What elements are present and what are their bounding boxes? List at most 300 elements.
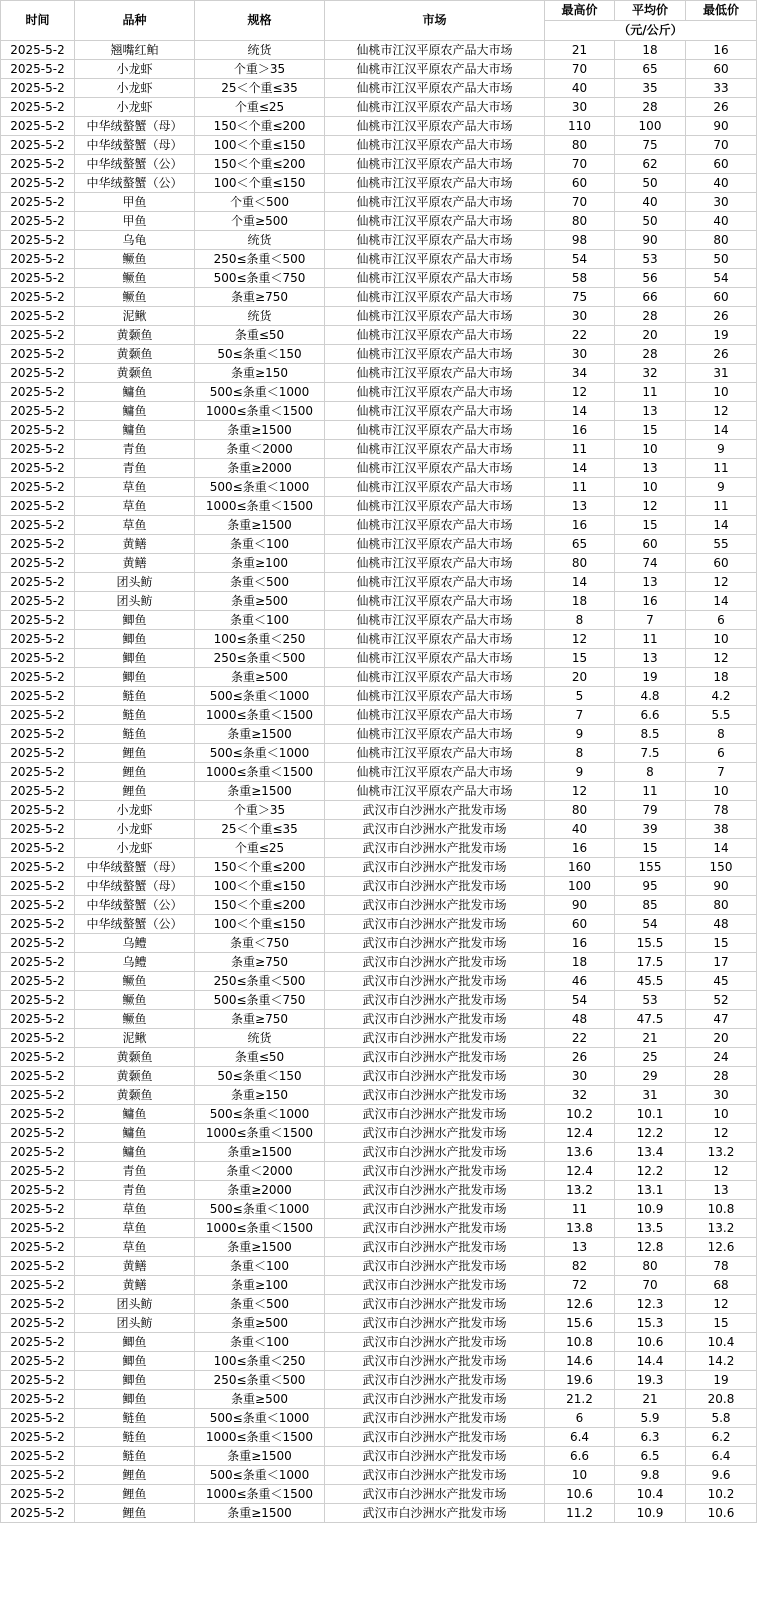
date-cell: 2025-5-2: [1, 307, 75, 326]
spec-cell: 条重＜100: [195, 535, 325, 554]
variety-cell: 鲢鱼: [75, 1447, 195, 1466]
table-row: [1, 820, 757, 839]
min-price-cell: 12: [686, 1295, 757, 1314]
max-price-cell: 40: [545, 79, 615, 98]
min-price-cell: 9.6: [686, 1466, 757, 1485]
min-price-cell: 6.4: [686, 1447, 757, 1466]
max-price-cell: 54: [545, 991, 615, 1010]
table-row: [1, 877, 757, 896]
spec-cell: 1000≤条重＜1500: [195, 763, 325, 782]
max-price-cell: 11.2: [545, 1504, 615, 1523]
avg-price-cell: 10.6: [615, 1333, 686, 1352]
variety-cell: 鲤鱼: [75, 1485, 195, 1504]
max-price-cell: 20: [545, 668, 615, 687]
variety-cell: 黄鳝: [75, 1276, 195, 1295]
variety-cell: 鲢鱼: [75, 687, 195, 706]
table-row: [1, 668, 757, 687]
variety-cell: 黄鳝: [75, 1257, 195, 1276]
date-cell: 2025-5-2: [1, 1029, 75, 1048]
max-price-cell: 11: [545, 440, 615, 459]
date-cell: 2025-5-2: [1, 668, 75, 687]
table-row: [1, 1466, 757, 1485]
max-price-cell: 100: [545, 877, 615, 896]
max-price-cell: 14: [545, 402, 615, 421]
avg-price-cell: 80: [615, 1257, 686, 1276]
avg-price-cell: 7: [615, 611, 686, 630]
date-cell: 2025-5-2: [1, 1352, 75, 1371]
market-cell: 仙桃市江汉平原农产品大市场: [325, 288, 545, 307]
date-cell: 2025-5-2: [1, 155, 75, 174]
spec-cell: 统货: [195, 307, 325, 326]
max-price-cell: 13.6: [545, 1143, 615, 1162]
min-price-cell: 4.2: [686, 687, 757, 706]
table-row: [1, 1219, 757, 1238]
variety-cell: 鲫鱼: [75, 1352, 195, 1371]
market-cell: 仙桃市江汉平原农产品大市场: [325, 649, 545, 668]
date-cell: 2025-5-2: [1, 497, 75, 516]
min-price-cell: 78: [686, 801, 757, 820]
max-price-cell: 75: [545, 288, 615, 307]
spec-cell: 条重≥100: [195, 1276, 325, 1295]
market-cell: 武汉市白沙洲水产批发市场: [325, 1048, 545, 1067]
table-row: [1, 725, 757, 744]
date-cell: 2025-5-2: [1, 1181, 75, 1200]
spec-cell: 条重≥500: [195, 592, 325, 611]
market-cell: 武汉市白沙洲水产批发市场: [325, 1181, 545, 1200]
max-price-cell: 60: [545, 174, 615, 193]
spec-cell: 100＜个重≤150: [195, 174, 325, 193]
table-row: [1, 383, 757, 402]
spec-cell: 500≤条重＜1000: [195, 1409, 325, 1428]
min-price-cell: 26: [686, 345, 757, 364]
max-price-cell: 12: [545, 383, 615, 402]
avg-price-cell: 12: [615, 497, 686, 516]
spec-cell: 500≤条重＜1000: [195, 1466, 325, 1485]
table-row: [1, 782, 757, 801]
date-cell: 2025-5-2: [1, 1409, 75, 1428]
table-row: [1, 1181, 757, 1200]
date-cell: 2025-5-2: [1, 440, 75, 459]
max-price-cell: 16: [545, 839, 615, 858]
variety-cell: 鲫鱼: [75, 1333, 195, 1352]
spec-cell: 条重≤50: [195, 326, 325, 345]
table-row: [1, 41, 757, 60]
table-row: [1, 98, 757, 117]
market-cell: 武汉市白沙洲水产批发市场: [325, 1371, 545, 1390]
avg-price-cell: 90: [615, 231, 686, 250]
date-cell: 2025-5-2: [1, 1314, 75, 1333]
avg-price-cell: 17.5: [615, 953, 686, 972]
max-price-cell: 16: [545, 934, 615, 953]
avg-price-cell: 79: [615, 801, 686, 820]
variety-cell: 鲤鱼: [75, 1504, 195, 1523]
variety-cell: 草鱼: [75, 516, 195, 535]
avg-price-cell: 12.2: [615, 1124, 686, 1143]
market-cell: 仙桃市江汉平原农产品大市场: [325, 725, 545, 744]
date-cell: 2025-5-2: [1, 231, 75, 250]
market-cell: 仙桃市江汉平原农产品大市场: [325, 573, 545, 592]
max-price-cell: 12.4: [545, 1124, 615, 1143]
variety-cell: 青鱼: [75, 1162, 195, 1181]
spec-cell: 统货: [195, 41, 325, 60]
date-cell: 2025-5-2: [1, 706, 75, 725]
spec-cell: 150＜个重≤200: [195, 858, 325, 877]
avg-price-cell: 15.3: [615, 1314, 686, 1333]
table-row: [1, 1485, 757, 1504]
variety-cell: 团头鲂: [75, 592, 195, 611]
max-price-cell: 13.8: [545, 1219, 615, 1238]
max-price-cell: 14: [545, 573, 615, 592]
min-price-cell: 5.5: [686, 706, 757, 725]
date-cell: 2025-5-2: [1, 516, 75, 535]
market-cell: 武汉市白沙洲水产批发市场: [325, 1257, 545, 1276]
min-price-cell: 6: [686, 744, 757, 763]
avg-price-cell: 4.8: [615, 687, 686, 706]
max-price-cell: 22: [545, 1029, 615, 1048]
variety-cell: 鲤鱼: [75, 744, 195, 763]
market-cell: 仙桃市江汉平原农产品大市场: [325, 174, 545, 193]
market-cell: 仙桃市江汉平原农产品大市场: [325, 383, 545, 402]
spec-cell: 统货: [195, 1029, 325, 1048]
max-price-cell: 16: [545, 516, 615, 535]
market-cell: 武汉市白沙洲水产批发市场: [325, 1276, 545, 1295]
market-cell: 仙桃市江汉平原农产品大市场: [325, 345, 545, 364]
max-price-cell: 14.6: [545, 1352, 615, 1371]
spec-cell: 条重≥1500: [195, 516, 325, 535]
date-cell: 2025-5-2: [1, 60, 75, 79]
header-variety: 品种: [75, 1, 195, 41]
min-price-cell: 60: [686, 554, 757, 573]
variety-cell: 鲤鱼: [75, 782, 195, 801]
variety-cell: 鲤鱼: [75, 763, 195, 782]
avg-price-cell: 11: [615, 383, 686, 402]
variety-cell: 黄颡鱼: [75, 326, 195, 345]
market-cell: 武汉市白沙洲水产批发市场: [325, 915, 545, 934]
date-cell: 2025-5-2: [1, 1143, 75, 1162]
table-row: [1, 972, 757, 991]
max-price-cell: 10: [545, 1466, 615, 1485]
market-cell: 武汉市白沙洲水产批发市场: [325, 1086, 545, 1105]
spec-cell: 条重＜750: [195, 934, 325, 953]
avg-price-cell: 62: [615, 155, 686, 174]
table-row: [1, 991, 757, 1010]
avg-price-cell: 53: [615, 250, 686, 269]
max-price-cell: 110: [545, 117, 615, 136]
table-row: [1, 459, 757, 478]
avg-price-cell: 19.3: [615, 1371, 686, 1390]
max-price-cell: 13: [545, 1238, 615, 1257]
variety-cell: 鲢鱼: [75, 706, 195, 725]
market-cell: 武汉市白沙洲水产批发市场: [325, 1029, 545, 1048]
spec-cell: 条重≥1500: [195, 725, 325, 744]
spec-cell: 条重≥500: [195, 668, 325, 687]
variety-cell: 鲫鱼: [75, 649, 195, 668]
date-cell: 2025-5-2: [1, 117, 75, 136]
market-cell: 仙桃市江汉平原农产品大市场: [325, 459, 545, 478]
avg-price-cell: 35: [615, 79, 686, 98]
min-price-cell: 8: [686, 725, 757, 744]
variety-cell: 鳙鱼: [75, 1143, 195, 1162]
max-price-cell: 10.2: [545, 1105, 615, 1124]
table-row: [1, 687, 757, 706]
avg-price-cell: 39: [615, 820, 686, 839]
market-cell: 仙桃市江汉平原农产品大市场: [325, 79, 545, 98]
market-cell: 武汉市白沙洲水产批发市场: [325, 1333, 545, 1352]
table-row: [1, 1029, 757, 1048]
min-price-cell: 12: [686, 402, 757, 421]
market-cell: 仙桃市江汉平原农产品大市场: [325, 668, 545, 687]
market-cell: 武汉市白沙洲水产批发市场: [325, 991, 545, 1010]
max-price-cell: 7: [545, 706, 615, 725]
max-price-cell: 30: [545, 1067, 615, 1086]
variety-cell: 小龙虾: [75, 79, 195, 98]
avg-price-cell: 50: [615, 174, 686, 193]
min-price-cell: 10.6: [686, 1504, 757, 1523]
market-cell: 仙桃市江汉平原农产品大市场: [325, 440, 545, 459]
date-cell: 2025-5-2: [1, 953, 75, 972]
spec-cell: 条重≤50: [195, 1048, 325, 1067]
market-cell: 仙桃市江汉平原农产品大市场: [325, 231, 545, 250]
variety-cell: 中华绒螯蟹（母）: [75, 877, 195, 896]
min-price-cell: 54: [686, 269, 757, 288]
table-row: [1, 573, 757, 592]
min-price-cell: 19: [686, 1371, 757, 1390]
spec-cell: 条重＜100: [195, 611, 325, 630]
market-cell: 武汉市白沙洲水产批发市场: [325, 1295, 545, 1314]
min-price-cell: 60: [686, 288, 757, 307]
table-row: [1, 1257, 757, 1276]
date-cell: 2025-5-2: [1, 250, 75, 269]
avg-price-cell: 28: [615, 345, 686, 364]
avg-price-cell: 5.9: [615, 1409, 686, 1428]
avg-price-cell: 12.3: [615, 1295, 686, 1314]
market-cell: 武汉市白沙洲水产批发市场: [325, 1200, 545, 1219]
table-row: [1, 1314, 757, 1333]
table-row: [1, 1124, 757, 1143]
min-price-cell: 12.6: [686, 1238, 757, 1257]
max-price-cell: 30: [545, 345, 615, 364]
table-row: [1, 269, 757, 288]
min-price-cell: 5.8: [686, 1409, 757, 1428]
variety-cell: 鳙鱼: [75, 1124, 195, 1143]
market-cell: 仙桃市江汉平原农产品大市场: [325, 155, 545, 174]
spec-cell: 250≤条重＜500: [195, 1371, 325, 1390]
market-cell: 仙桃市江汉平原农产品大市场: [325, 41, 545, 60]
table-row: [1, 231, 757, 250]
date-cell: 2025-5-2: [1, 1010, 75, 1029]
max-price-cell: 60: [545, 915, 615, 934]
max-price-cell: 12: [545, 630, 615, 649]
min-price-cell: 14: [686, 839, 757, 858]
date-cell: 2025-5-2: [1, 345, 75, 364]
table-row: [1, 1504, 757, 1523]
max-price-cell: 21.2: [545, 1390, 615, 1409]
spec-cell: 1000≤条重＜1500: [195, 497, 325, 516]
variety-cell: 乌龟: [75, 231, 195, 250]
spec-cell: 50≤条重＜150: [195, 1067, 325, 1086]
table-body: [1, 41, 757, 1523]
avg-price-cell: 45.5: [615, 972, 686, 991]
avg-price-cell: 15: [615, 839, 686, 858]
market-cell: 武汉市白沙洲水产批发市场: [325, 1143, 545, 1162]
table-row: [1, 1086, 757, 1105]
avg-price-cell: 21: [615, 1029, 686, 1048]
min-price-cell: 48: [686, 915, 757, 934]
spec-cell: 条重＜500: [195, 1295, 325, 1314]
market-cell: 仙桃市江汉平原农产品大市场: [325, 763, 545, 782]
max-price-cell: 11: [545, 478, 615, 497]
min-price-cell: 10: [686, 383, 757, 402]
max-price-cell: 40: [545, 820, 615, 839]
market-cell: 武汉市白沙洲水产批发市场: [325, 858, 545, 877]
date-cell: 2025-5-2: [1, 1485, 75, 1504]
header-max-price: 最高价: [545, 1, 615, 21]
market-cell: 仙桃市江汉平原农产品大市场: [325, 364, 545, 383]
variety-cell: 黄鳝: [75, 535, 195, 554]
spec-cell: 500≤条重＜1000: [195, 744, 325, 763]
market-cell: 仙桃市江汉平原农产品大市场: [325, 554, 545, 573]
table-row: [1, 535, 757, 554]
max-price-cell: 6: [545, 1409, 615, 1428]
market-cell: 武汉市白沙洲水产批发市场: [325, 1124, 545, 1143]
spec-cell: 100＜个重≤150: [195, 915, 325, 934]
variety-cell: 乌鳢: [75, 934, 195, 953]
spec-cell: 条重＜100: [195, 1257, 325, 1276]
variety-cell: 乌鳢: [75, 953, 195, 972]
table-row: [1, 1333, 757, 1352]
market-cell: 仙桃市江汉平原农产品大市场: [325, 516, 545, 535]
avg-price-cell: 6.5: [615, 1447, 686, 1466]
date-cell: 2025-5-2: [1, 592, 75, 611]
table-row: [1, 174, 757, 193]
min-price-cell: 10: [686, 1105, 757, 1124]
max-price-cell: 12.4: [545, 1162, 615, 1181]
avg-price-cell: 75: [615, 136, 686, 155]
variety-cell: 鳙鱼: [75, 402, 195, 421]
max-price-cell: 30: [545, 307, 615, 326]
spec-cell: 条重≥750: [195, 288, 325, 307]
spec-cell: 统货: [195, 231, 325, 250]
max-price-cell: 10.6: [545, 1485, 615, 1504]
spec-cell: 条重＜2000: [195, 1162, 325, 1181]
max-price-cell: 14: [545, 459, 615, 478]
avg-price-cell: 14.4: [615, 1352, 686, 1371]
max-price-cell: 13.2: [545, 1181, 615, 1200]
header-date: 时间: [1, 1, 75, 41]
spec-cell: 条重≥1500: [195, 782, 325, 801]
avg-price-cell: 100: [615, 117, 686, 136]
table-row: [1, 288, 757, 307]
avg-price-cell: 28: [615, 307, 686, 326]
variety-cell: 团头鲂: [75, 1314, 195, 1333]
market-cell: 武汉市白沙洲水产批发市场: [325, 1219, 545, 1238]
date-cell: 2025-5-2: [1, 725, 75, 744]
market-cell: 武汉市白沙洲水产批发市场: [325, 972, 545, 991]
max-price-cell: 70: [545, 60, 615, 79]
table-row: [1, 193, 757, 212]
avg-price-cell: 19: [615, 668, 686, 687]
min-price-cell: 78: [686, 1257, 757, 1276]
spec-cell: 500≤条重＜750: [195, 991, 325, 1010]
market-cell: 仙桃市江汉平原农产品大市场: [325, 592, 545, 611]
date-cell: 2025-5-2: [1, 1371, 75, 1390]
date-cell: 2025-5-2: [1, 782, 75, 801]
avg-price-cell: 10.4: [615, 1485, 686, 1504]
avg-price-cell: 7.5: [615, 744, 686, 763]
date-cell: 2025-5-2: [1, 1067, 75, 1086]
date-cell: 2025-5-2: [1, 1257, 75, 1276]
variety-cell: 鳜鱼: [75, 972, 195, 991]
table-row: [1, 212, 757, 231]
avg-price-cell: 8.5: [615, 725, 686, 744]
spec-cell: 条重≥150: [195, 1086, 325, 1105]
market-cell: 仙桃市江汉平原农产品大市场: [325, 611, 545, 630]
min-price-cell: 11: [686, 497, 757, 516]
variety-cell: 草鱼: [75, 1200, 195, 1219]
min-price-cell: 10: [686, 782, 757, 801]
market-cell: 武汉市白沙洲水产批发市场: [325, 820, 545, 839]
date-cell: 2025-5-2: [1, 212, 75, 231]
spec-cell: 25＜个重≤35: [195, 79, 325, 98]
max-price-cell: 48: [545, 1010, 615, 1029]
max-price-cell: 11: [545, 1200, 615, 1219]
variety-cell: 小龙虾: [75, 60, 195, 79]
table-row: [1, 839, 757, 858]
min-price-cell: 14: [686, 421, 757, 440]
market-cell: 仙桃市江汉平原农产品大市场: [325, 535, 545, 554]
variety-cell: 黄颡鱼: [75, 345, 195, 364]
min-price-cell: 80: [686, 231, 757, 250]
avg-price-cell: 56: [615, 269, 686, 288]
min-price-cell: 17: [686, 953, 757, 972]
min-price-cell: 14: [686, 592, 757, 611]
spec-cell: 个重＞35: [195, 801, 325, 820]
date-cell: 2025-5-2: [1, 1428, 75, 1447]
spec-cell: 条重＜500: [195, 573, 325, 592]
variety-cell: 黄颡鱼: [75, 1048, 195, 1067]
min-price-cell: 13.2: [686, 1219, 757, 1238]
min-price-cell: 33: [686, 79, 757, 98]
min-price-cell: 68: [686, 1276, 757, 1295]
max-price-cell: 32: [545, 1086, 615, 1105]
max-price-cell: 90: [545, 896, 615, 915]
spec-cell: 条重≥500: [195, 1314, 325, 1333]
spec-cell: 条重≥1500: [195, 421, 325, 440]
min-price-cell: 60: [686, 60, 757, 79]
spec-cell: 条重≥100: [195, 554, 325, 573]
table-row: [1, 934, 757, 953]
spec-cell: 250≤条重＜500: [195, 250, 325, 269]
table-row: [1, 79, 757, 98]
market-cell: 武汉市白沙洲水产批发市场: [325, 896, 545, 915]
spec-cell: 100＜个重≤150: [195, 877, 325, 896]
spec-cell: 250≤条重＜500: [195, 972, 325, 991]
variety-cell: 鲢鱼: [75, 1428, 195, 1447]
table-row: [1, 1048, 757, 1067]
date-cell: 2025-5-2: [1, 1447, 75, 1466]
avg-price-cell: 10.9: [615, 1200, 686, 1219]
table-row: [1, 592, 757, 611]
header-market: 市场: [325, 1, 545, 41]
date-cell: 2025-5-2: [1, 1200, 75, 1219]
max-price-cell: 80: [545, 212, 615, 231]
min-price-cell: 14.2: [686, 1352, 757, 1371]
table-row: [1, 326, 757, 345]
spec-cell: 100＜个重≤150: [195, 136, 325, 155]
variety-cell: 黄颡鱼: [75, 364, 195, 383]
table-row: [1, 1143, 757, 1162]
table-row: [1, 1238, 757, 1257]
